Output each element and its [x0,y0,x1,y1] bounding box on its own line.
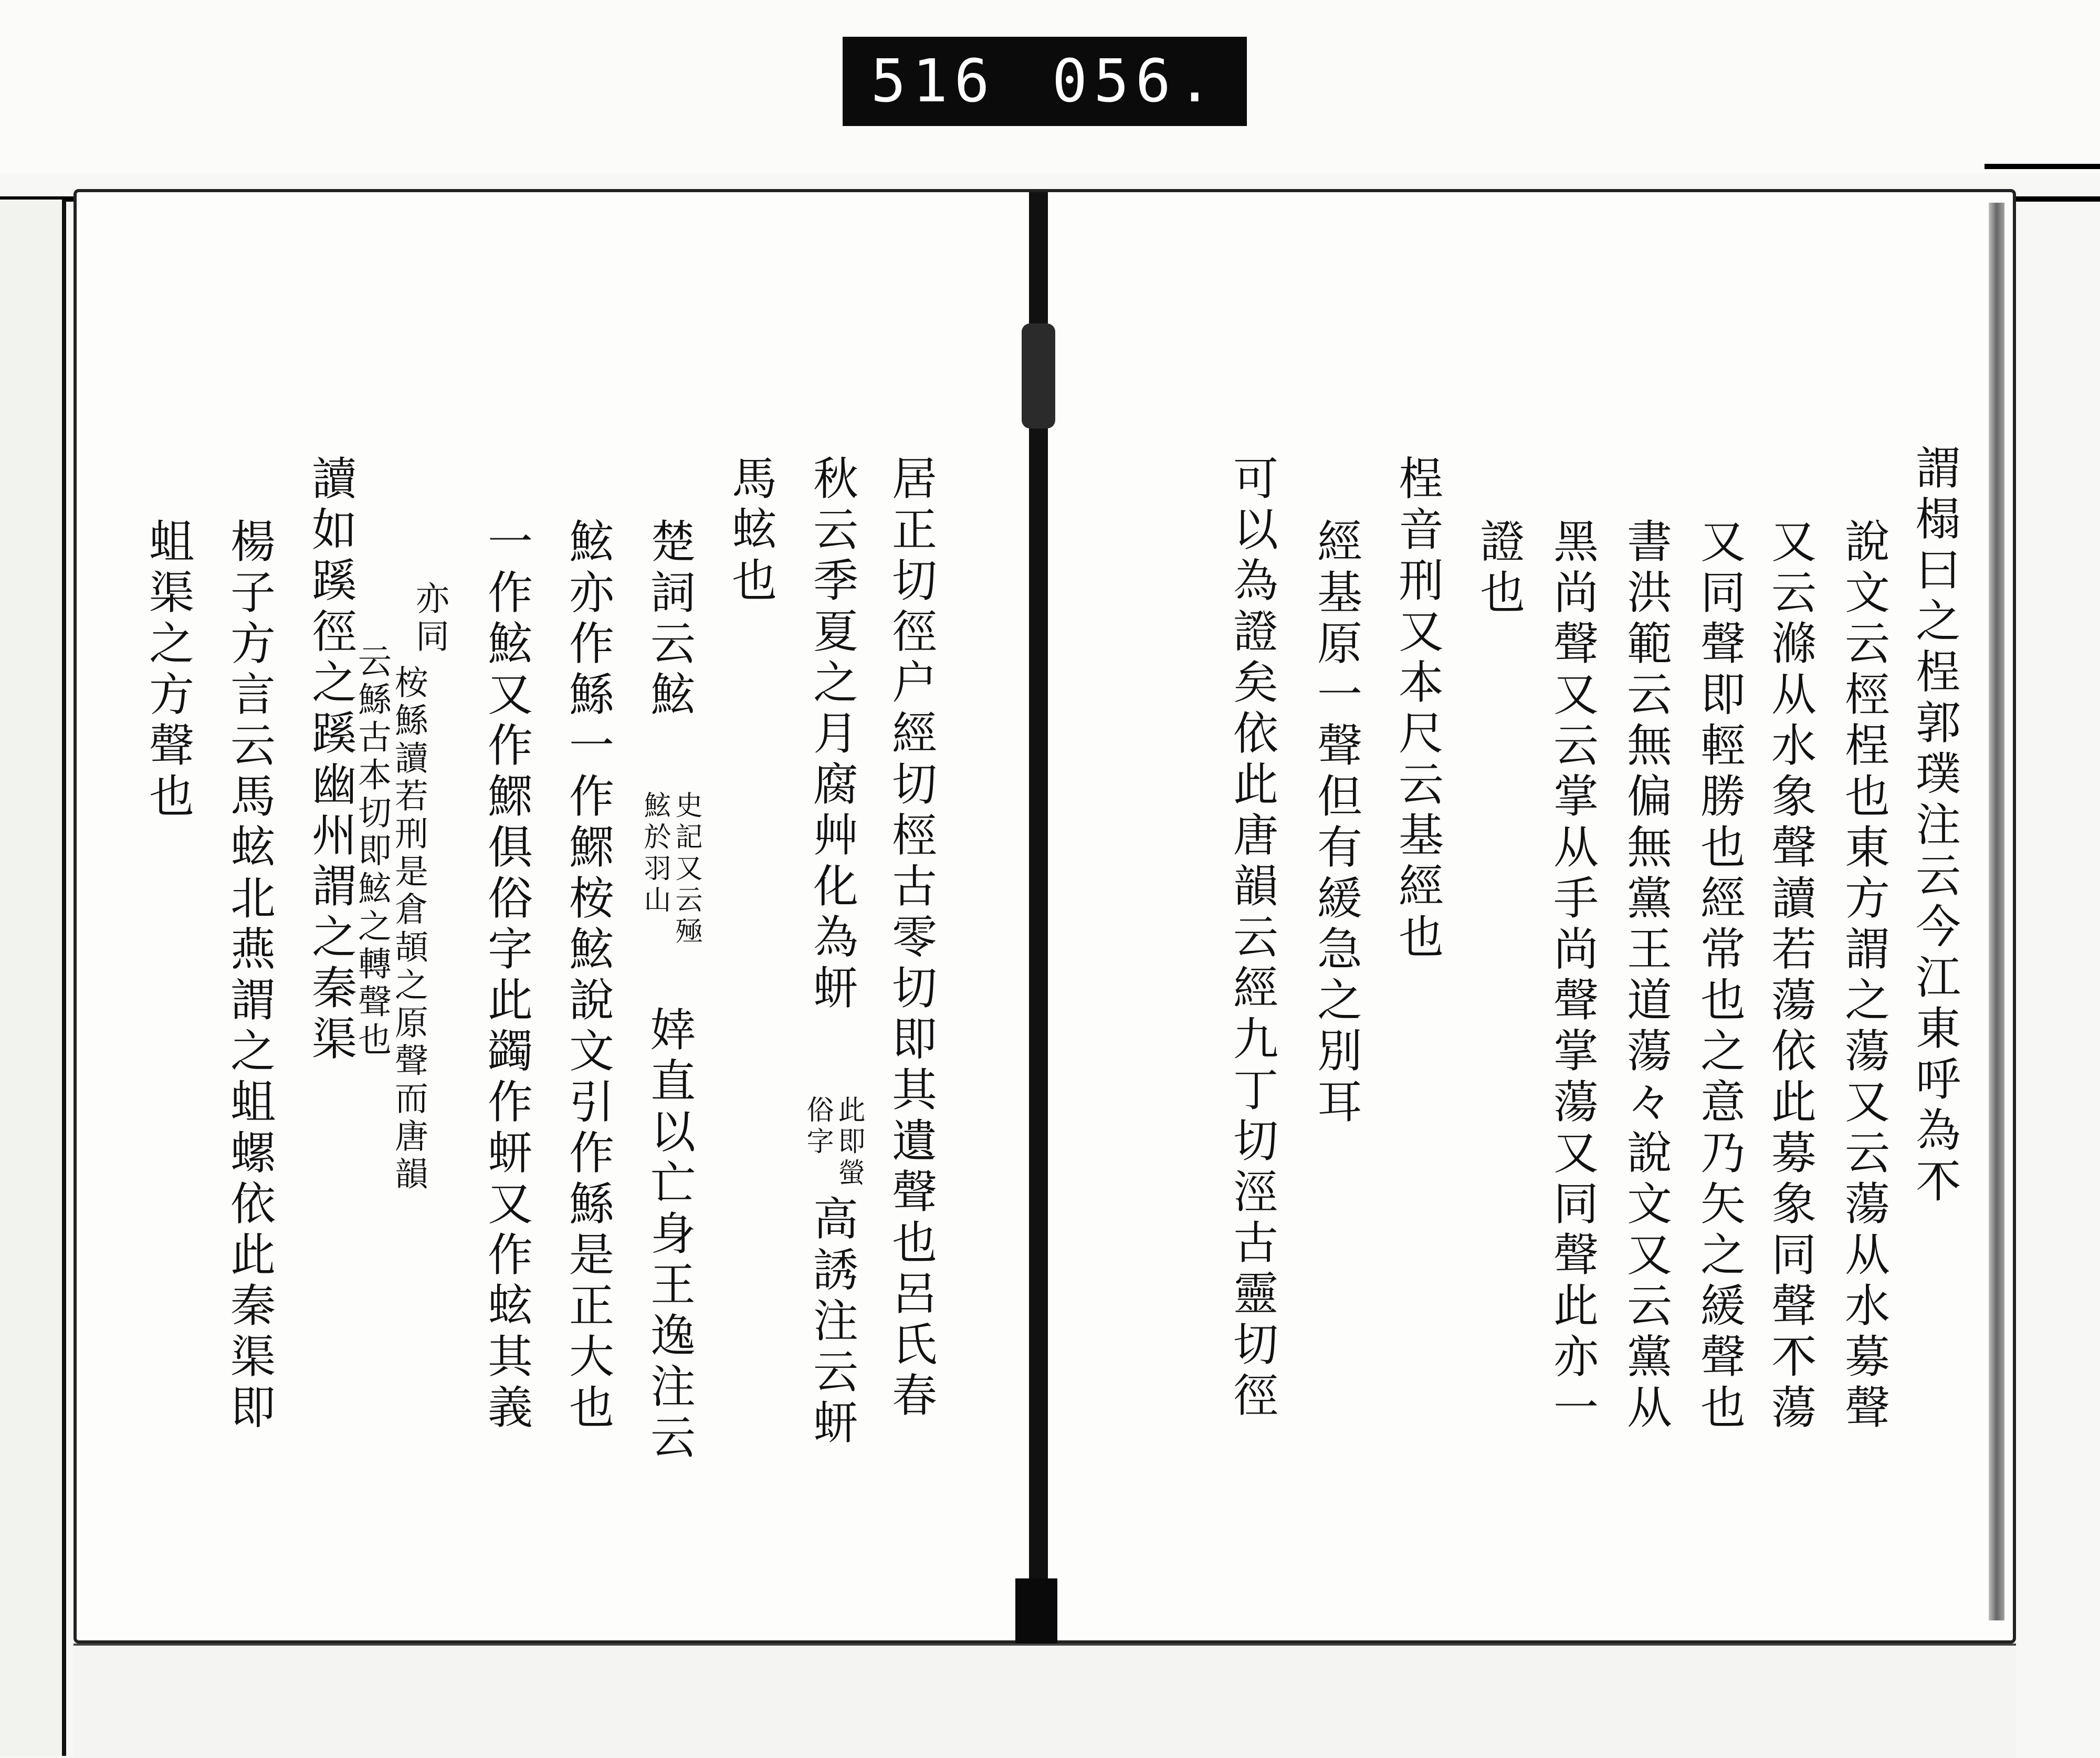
right-col-4: 又同聲即輕勝也經常也之意乃矢之緩聲也 [1693,518,1745,1435]
left-col-6: 一作鮌又作鰥俱俗字此蠲作蚈又作蚿其義 [480,518,532,1435]
right-col-1: 謂榻曰之桯郭璞注云今江東呼為𣎴 [1908,444,1960,1208]
spine-foot [1015,1578,1057,1647]
left-col-7c: 云鯀古本切即鮌之轉聲也 [352,644,391,1060]
left-col-7b: 桉鯀讀若刑是倉頡之原聲而唐韻 [389,665,428,1194]
page-edge-shadow [1989,203,2004,1620]
page-bottom-margin [74,1644,2016,1758]
right-col-7: 證也 [1472,518,1525,620]
left-col-2-note-a: 此即螢 [833,1095,865,1190]
reel-number: 516 [870,47,996,116]
right-col-6: 黑尚聲又云掌从手尚聲掌蕩又同聲此亦一 [1546,518,1598,1435]
right-col-9: 經基原一聲但有緩急之別耳 [1309,518,1362,1129]
left-col-4-note-a: 史記又云殛 [670,791,702,948]
microfilm-frame-number [843,37,1247,126]
book-spread [74,189,2016,1644]
left-col-5: 鮌亦作鯀一作鰥桉鮌說文引作鯀是正大也 [561,518,614,1435]
left-col-9: 楊子方言云馬蚿北燕謂之蛆螺依此秦渠即 [223,518,275,1435]
left-col-3: 馬蚿也 [724,455,776,608]
left-col-7a: 亦同 [410,581,449,656]
frame-number: 056. [1052,47,1219,116]
left-col-10: 蛆渠之方聲也 [141,518,194,823]
right-col-10: 可以為證矣依此唐韻云經九丁切涇古靈切徑 [1225,455,1278,1422]
film-edge-line-right [1984,164,2100,169]
left-col-2b: 高誘注云蚈 [805,1195,858,1450]
right-col-8: 桯音刑又本尺云基經也 [1391,455,1443,964]
left-col-2a: 秋云季夏之月腐艸化為蚈 [805,455,858,1015]
left-col-4b: 婞直以亡身王逸注云 [643,1006,695,1464]
left-col-4-note-b: 鮌於羽山 [639,791,670,917]
right-col-3: 又云滌从水象聲讀若蕩依此募象同聲𣎴蕩 [1763,518,1816,1435]
left-col-8: 讀如蹊徑之蹊幽州謂之秦渠 [304,455,356,1066]
spine-clip [1022,323,1055,428]
right-col-5: 書洪範云無偏無黨王道蕩々說文又云黨从 [1619,518,1672,1435]
left-col-4a: 楚詞云鮌 [643,518,695,721]
right-col-2: 說文云桱桯也東方謂之蕩又云蕩从水募聲 [1837,518,1889,1435]
left-col-1: 居正切徑户經切桱古零切即其遺聲也呂氏春 [884,455,937,1422]
left-col-2-note-b: 俗字 [802,1095,833,1158]
previous-page-edge [0,200,66,1756]
